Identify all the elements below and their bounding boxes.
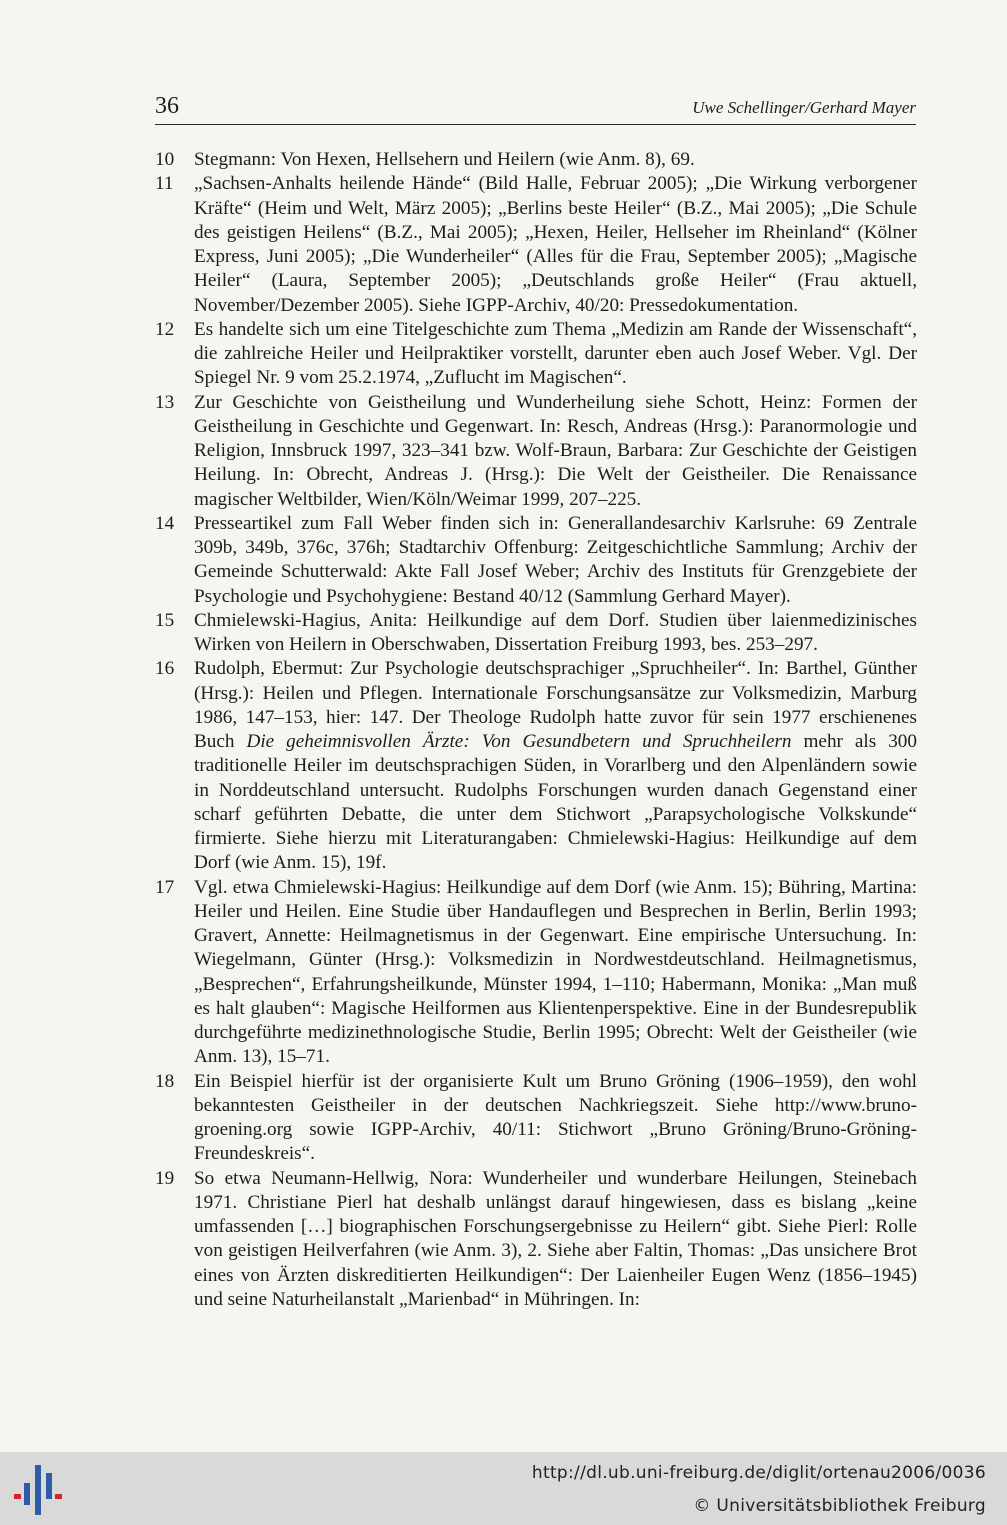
- footnote-number: 15: [155, 609, 175, 631]
- footnote: [155, 318, 917, 391]
- footnote: [155, 1070, 917, 1167]
- footnote-text-segment: mehr als 300 traditionelle Heiler im deutschsprachigen Süden, in Vorarlberg und den Alpenländern sowie in Norddeutschland untersucht. Rudolphs Forschungen wurden danach Gegenstand einer scharf geführten Debatte, die unter dem Stichwort „Parapsychologische Volkskunde“ firmierte. Siehe hierzu mit Literaturangaben: Chmielewski-Hagius: Heilkundige auf dem Dorf (wie Anm. 15), 19f.: [194, 731, 917, 874]
- footnote-text-segment: Rudolph, Ebermut: Zur Psychologie deutschsprachiger „Spruchheiler“. In: Barthel, Günther (Hrsg.): Heilen und Pflegen. Internationale Forschungsansätze zur Volksmedizin, Marburg 1986, 147–153, hier: 147. Der Theologe Rudolph hatte zuvor für sein 1977 erschienenes Buch: [194, 658, 917, 752]
- footnote-text-segment: Es handelte sich um eine Titelgeschichte zum Thema „Medizin am Rande der Wissenschaft“, die zahlreiche Heiler und Heilpraktiker vorstellt, darunter eben auch Josef Weber. Vgl. Der Spiegel Nr. 9 vom 25.2.1974, „Zuflucht im Magischen“.: [194, 318, 917, 389]
- running-head: [155, 92, 916, 125]
- footnote: [155, 391, 917, 512]
- footnote-text-segment: „Sachsen-Anhalts heilende Hände“ (Bild Halle, Februar 2005); „Die Wirkung verborgener Kräfte“ (Heim und Welt, März 2005); „Berlins beste Heiler“ (B.Z., Mai 2005); „Die Schule des geistigen Heilens“ (B.Z., Mai 2005); „Hexen, Heiler, Hellseher im Rheinland“ (Kölner Express, Juni 2005); „Die Wunderheiler“ (Alles für die Frau, September 2005); „Magische Heiler“ (Laura, September 2005); „Deutschlands große Heiler“ (Frau aktuell, November/Dezember 2005). Siehe IGPP-Archiv, 40/20: Pressedokumentation.: [194, 173, 917, 316]
- footnotes-list: [155, 148, 917, 1312]
- footnote-text-segment: So etwa Neumann-Hellwig, Nora: Wunderheiler und wunderbare Heilungen, Steinebach 1971. Christiane Pierl hat deshalb unlängst darauf hingewiesen, dass es bislang „keine umfassenden […] biographischen Forschungsergebnisse zu Heilern“ gibt. Siehe Pierl: Rolle von geistigen Heilverfahren (wie Anm. 3), 2. Siehe aber Faltin, Thomas: „Das unsichere Brot eines von Ärzten diskreditierten Heilkundigen“: Der Laienheiler Eugen Wenz (1856–1945) und seine Naturheilanstalt „Marienbad“ in Mühringen. In:: [194, 1167, 917, 1310]
- footnote-text: [194, 172, 917, 318]
- footnote-text: [194, 1070, 917, 1167]
- footnote-number: 17: [155, 876, 175, 898]
- footnote-text: [194, 876, 917, 1070]
- footnote-text-segment: Stegmann: Von Hexen, Hellsehern und Heilern (wie Anm. 8), 69.: [194, 149, 695, 170]
- footnote-text: [194, 148, 917, 172]
- page-number: 36: [155, 93, 179, 119]
- copyright-notice: © Universitätsbibliothek Freiburg: [693, 1496, 986, 1516]
- footnote-number: 10: [155, 149, 175, 170]
- footnote-text: [194, 657, 917, 875]
- footnote: [155, 657, 917, 875]
- footnote-number: 16: [155, 658, 175, 680]
- footnote: [155, 609, 917, 658]
- footnote-text-segment: Zur Geschichte von Geistheilung und Wunderheilung siehe Schott, Heinz: Formen der Geistheilung in Geschichte und Gegenwart. In: Resch, Andreas (Hrsg.): Paranormologie und Religion, Innsbruck 1997, 323–341 bzw. Wolf-Braun, Barbara: Zur Geschichte der Geistigen Heilung. In: Obrecht, Andreas J. (Hrsg.): Die Welt der Geistheiler. Die Renaissance magischer Weltbilder, Wien/Köln/Weimar 1999, 207–225.: [194, 391, 917, 510]
- footnote-text-segment: Chmielewski-Hagius, Anita: Heilkundige auf dem Dorf. Studien über laienmedizinisches Wirken von Heilern in Oberschwaben, Dissertation Freiburg 1993, bes. 253–297.: [194, 609, 917, 655]
- footnote-text: [194, 1167, 917, 1313]
- library-footer: [0, 1452, 1007, 1525]
- footnote-text-segment: Presseartikel zum Fall Weber finden sich in: Generallandesarchiv Karlsruhe: 69 Zentrale 309b, 349b, 376c, 376h; Stadtarchiv Offenburg: Zeitgeschichtliche Sammlung; Archiv der Gemeinde Schutterwald: Akte Fall Josef Weber; Archiv des Instituts für Grenzgebiete der Psychologie und Psychohygiene: Bestand 40/12 (Sammlung Gerhard Mayer).: [194, 512, 917, 607]
- footnote-text: [194, 318, 917, 391]
- footnote-text: [194, 512, 917, 609]
- footnote-number: 12: [155, 318, 175, 340]
- permalink-url[interactable]: http://dl.ub.uni-freiburg.de/diglit/ortenau2006/0036: [531, 1463, 986, 1483]
- footnote-book-title: Die geheimnisvollen Ärzte: Von Gesundbetern und Spruchheilern: [246, 731, 792, 752]
- footnote-number: 19: [155, 1167, 175, 1189]
- footnote: [155, 148, 917, 172]
- running-title: Uwe Schellinger/Gerhard Mayer: [692, 98, 916, 117]
- footnote: [155, 512, 917, 609]
- footnote-number: 14: [155, 512, 175, 534]
- footnote: [155, 876, 917, 1070]
- footnote-number: 11: [155, 173, 174, 195]
- footnote-text-segment: Ein Beispiel hierfür ist der organisierte Kult um Bruno Gröning (1906–1959), den wohl bekanntesten Geistheiler in der deutschen Nachkriegszeit. Siehe http://www.bruno-groening.org sowie IGPP-Archiv, 40/11: Stichwort „Bruno Gröning/Bruno-Gröning-Freundeskreis“.: [194, 1070, 917, 1165]
- ub-freiburg-logo-icon: [12, 1465, 64, 1515]
- footnote-number: 13: [155, 391, 175, 413]
- footnote-text: [194, 609, 917, 658]
- footnote-number: 18: [155, 1070, 175, 1092]
- footnote-text-segment: Vgl. etwa Chmielewski-Hagius: Heilkundige auf dem Dorf (wie Anm. 15); Bühring, Martina: Heiler und Heilen. Eine Studie über Handauflegen und Besprechen in Berlin, Berlin 1993; Gravert, Annette: Heilmagnetismus in der Gegenwart. Eine empirische Untersuchung. In: Wiegelmann, Günter (Hrsg.): Volksmedizin in Nordwestdeutschland. Heilmagnetismus, „Besprechen“, Erfahrungsheilkunde, Münster 1994, 1–110; Habermann, Monika: „Man muß es halt glauben“: Magische Heilformen aus Klientenperspektive. Eine in der Bundesrepublik durchgeführte medizinethnologische Studie, Berlin 1995; Obrecht: Welt der Geistheiler (wie Anm. 13), 15–71.: [194, 876, 917, 1068]
- footnote-text: [194, 391, 917, 512]
- footnote: [155, 172, 917, 318]
- footnote: [155, 1167, 917, 1313]
